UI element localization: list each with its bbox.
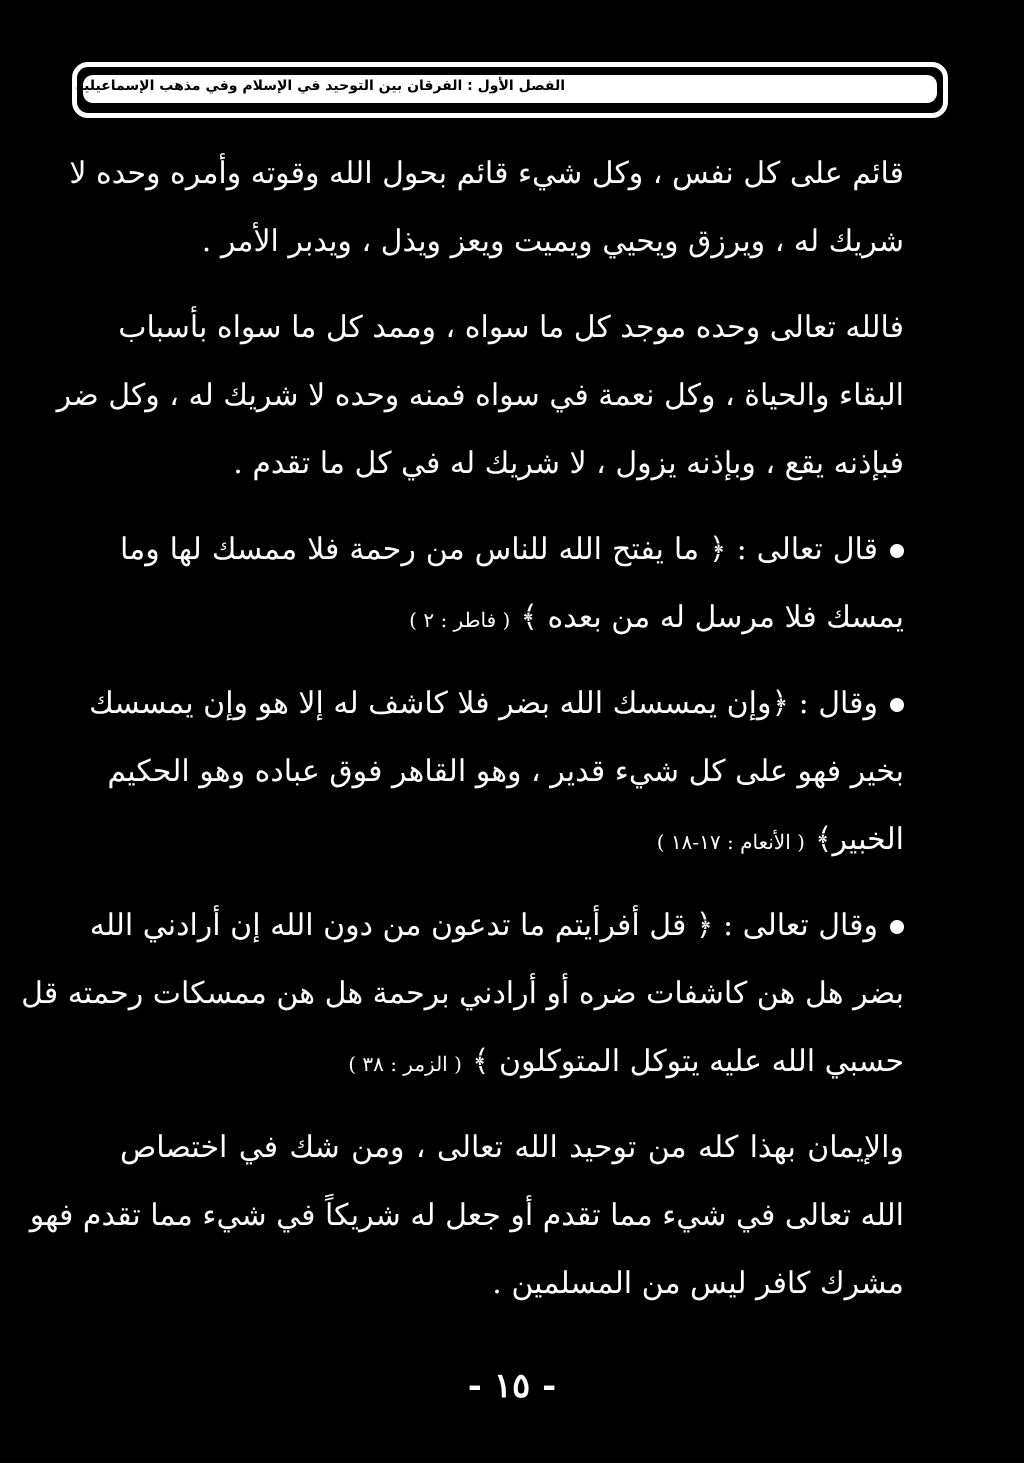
verse-citation: ( فاطر : ٢ ) <box>409 608 511 632</box>
quote-fatir <box>120 516 904 652</box>
quote-text: قال تعالى : ﴿ ما يفتح الله للناس من رحمة فلا ممسك لها وما <box>120 532 878 567</box>
text-line: فالله تعالى وحده موجد كل ما سواه ، وممد كل ما سواه بأسباب <box>118 310 904 345</box>
quote-text: وقال تعالى : ﴿ قل أفرأيتم ما تدعون من دون الله إن أرادني الله <box>89 908 878 943</box>
text-line: الله تعالى في شيء مما تقدم أو جعل له شريكاً في شيء مما تقدم فهو <box>29 1198 904 1233</box>
text-line <box>120 1028 904 1096</box>
text-line: مشرك كافر ليس من المسلمين . <box>492 1266 904 1301</box>
text-line: شريك له ، ويرزق ويحيي ويميت ويعز ويذل ، ويدبر الأمر . <box>201 224 904 259</box>
text-line: فبإذنه يقع ، وبإذنه يزول ، لا شريك له في كل ما تقدم . <box>233 446 904 481</box>
chapter-header-band <box>75 75 937 103</box>
text-line <box>89 892 904 960</box>
verse-citation: ( الزمر : ٣٨ ) <box>348 1052 462 1076</box>
quote-text: وقال : ﴿وإن يمسسك الله بضر فلا كاشف له إلا هو وإن يمسسك <box>89 686 878 721</box>
text-line: بخير فهو على كل شيء قدير ، وهو القاهر فوق عباده وهو الحكيم <box>107 754 904 789</box>
quote-text: حسبي الله عليه يتوكل المتوكلون ﴾ <box>471 1044 904 1079</box>
text-line: والإيمان بهذا كله من توحيد الله تعالى ، ومن شك في اختصاص <box>120 1130 904 1165</box>
bullet-icon <box>890 920 904 934</box>
bullet-icon <box>890 544 904 558</box>
paragraph-6 <box>29 1114 904 1318</box>
quote-anam <box>89 670 904 874</box>
paragraph-1 <box>69 140 904 276</box>
text-line: البقاء والحياة ، وكل نعمة في سواه فمنه وحده لا شريك له ، وكل ضر <box>56 378 904 413</box>
quote-text: يمسك فلا مرسل له من بعده ﴾ <box>520 600 904 635</box>
paragraph-2 <box>56 294 904 498</box>
text-line <box>120 806 904 874</box>
text-line <box>120 584 904 652</box>
quote-zumar <box>21 892 904 1096</box>
text-line <box>89 670 904 738</box>
text-line <box>120 516 904 584</box>
bullet-icon <box>890 698 904 712</box>
text-line: قائم على كل نفس ، وكل شيء قائم بحول الله وقوته وأمره وحده لا <box>69 156 904 191</box>
chapter-header-title: الفصل الأول : الفرقان بين التوحيد في الإسلام وفي مذهب الإسماعيلية <box>75 78 565 94</box>
verse-citation: ( الأنعام : ١٧-١٨ ) <box>656 830 805 854</box>
chapter-header-frame <box>72 62 948 118</box>
quote-text: الخبير﴾ <box>814 822 904 857</box>
page-number: - ١٥ - <box>467 1366 557 1406</box>
page-body <box>21 140 904 1318</box>
text-line: بضر هل هن كاشفات ضره أو أرادني برحمة هل هن ممسكات رحمته قل <box>21 976 904 1011</box>
